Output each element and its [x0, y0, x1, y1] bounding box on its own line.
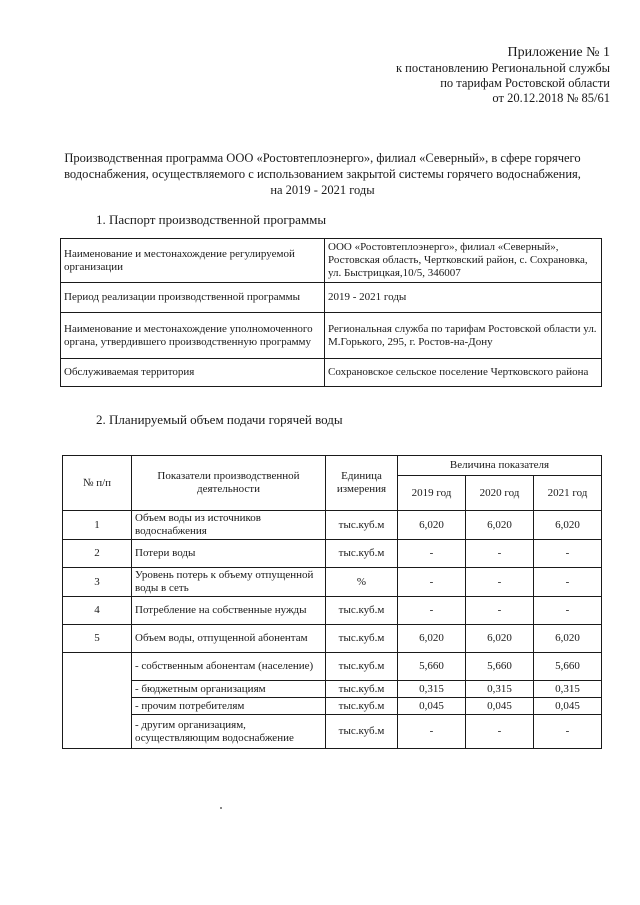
cell-unit: %: [326, 568, 398, 597]
col-header-unit: Единица измерения: [326, 456, 398, 511]
passport-label: Наименование и местонахождение регулируемой организации: [61, 239, 325, 283]
cell-value-2021: -: [534, 715, 602, 749]
cell-num: 1: [63, 511, 132, 540]
document-title: Производственная программа ООО «Ростовтеплоэнерго», филиал «Северный», в сфере горячего водоснабжения, осуществляемого с использованием закрытой системы горячего водоснабжения, на 2019 - 2021 годы: [64, 151, 581, 197]
cell-value-2019: -: [398, 568, 466, 597]
passport-value: Региональная служба по тарифам Ростовской области ул. М.Горького, 295, г. Ростов-на-Дону: [325, 313, 602, 359]
cell-value-2021: -: [534, 597, 602, 625]
cell-name: - собственным абонентам (население): [132, 653, 326, 681]
cell-unit: тыс.куб.м: [326, 681, 398, 698]
table-row: [63, 511, 602, 540]
cell-value-2020: 0,315: [466, 681, 534, 698]
cell-value-2019: -: [398, 597, 466, 625]
cell-name: Уровень потерь к объему отпущенной воды в сеть: [132, 568, 326, 597]
passport-label: Обслуживаемая территория: [61, 359, 325, 387]
cell-unit: тыс.куб.м: [326, 540, 398, 568]
cell-value-2019: 6,020: [398, 625, 466, 653]
cell-value-2021: 0,315: [534, 681, 602, 698]
cell-name: Объем воды, отпущенной абонентам: [132, 625, 326, 653]
table-header-row: [63, 456, 602, 476]
col-header-num: № п/п: [63, 456, 132, 511]
section-2-heading: 2. Планируемый объем подачи горячей воды: [96, 412, 343, 427]
cell-value-2021: -: [534, 540, 602, 568]
cell-num: [63, 653, 132, 749]
appendix-line-3: по тарифам Ростовской области: [440, 76, 610, 90]
cell-value-2021: 0,045: [534, 698, 602, 715]
passport-row: [61, 239, 602, 283]
passport-label: Наименование и местонахождение уполномоченного органа, утвердившего производственную программу: [61, 313, 325, 359]
cell-value-2019: -: [398, 715, 466, 749]
cell-value-2020: 6,020: [466, 511, 534, 540]
cell-unit: тыс.куб.м: [326, 597, 398, 625]
cell-unit: тыс.куб.м: [326, 511, 398, 540]
passport-table: [60, 238, 602, 387]
cell-value-2020: 6,020: [466, 625, 534, 653]
col-header-2019: 2019 год: [398, 476, 466, 511]
cell-name: Потери воды: [132, 540, 326, 568]
table-row: [63, 568, 602, 597]
cell-value-2020: -: [466, 568, 534, 597]
appendix-line-4: от 20.12.2018 № 85/61: [492, 91, 610, 105]
passport-label: Период реализации производственной программы: [61, 283, 325, 313]
cell-value-2021: -: [534, 568, 602, 597]
cell-unit: тыс.куб.м: [326, 715, 398, 749]
cell-value-2020: -: [466, 597, 534, 625]
cell-value-2021: 6,020: [534, 511, 602, 540]
cell-unit: тыс.куб.м: [326, 625, 398, 653]
table-row: [63, 540, 602, 568]
col-header-name: Показатели производственной деятельности: [132, 456, 326, 511]
cell-name: Объем воды из источников водоснабжения: [132, 511, 326, 540]
cell-value-2021: 5,660: [534, 653, 602, 681]
appendix-label: Приложение № 1: [507, 45, 610, 60]
cell-name: - прочим потребителям: [132, 698, 326, 715]
cell-value-2019: 6,020: [398, 511, 466, 540]
cell-num: 3: [63, 568, 132, 597]
col-header-group: Величина показателя: [398, 456, 602, 476]
table-row: [63, 625, 602, 653]
cell-value-2019: -: [398, 540, 466, 568]
col-header-2021: 2021 год: [534, 476, 602, 511]
passport-row: [61, 359, 602, 387]
appendix-header: [396, 44, 610, 106]
cell-name: - бюджетным организациям: [132, 681, 326, 698]
cell-value-2020: 0,045: [466, 698, 534, 715]
passport-value: ООО «Ростовтеплоэнерго», филиал «Северный», Ростовская область, Чертковский район, с. Сохрановка, ул. Быстрицкая,10/5, 346007: [325, 239, 602, 283]
volume-table: [62, 455, 602, 749]
cell-value-2019: 5,660: [398, 653, 466, 681]
appendix-line-2: к постановлению Региональной службы: [395, 61, 610, 75]
cell-value-2019: 0,315: [398, 681, 466, 698]
table-row: [63, 653, 602, 681]
passport-value: 2019 - 2021 годы: [325, 283, 602, 313]
cell-unit: тыс.куб.м: [326, 653, 398, 681]
col-header-2020: 2020 год: [466, 476, 534, 511]
cell-num: 4: [63, 597, 132, 625]
cell-name: Потребление на собственные нужды: [132, 597, 326, 625]
cell-value-2019: 0,045: [398, 698, 466, 715]
cell-value-2020: -: [466, 715, 534, 749]
passport-value: Сохрановское сельское поселение Чертковского района: [325, 359, 602, 387]
cell-name: - другим организациям, осуществляющим водоснабжение: [132, 715, 326, 749]
table-row: [63, 715, 602, 749]
cell-value-2021: 6,020: [534, 625, 602, 653]
scan-speck: [220, 807, 222, 809]
table-row: [63, 681, 602, 698]
cell-unit: тыс.куб.м: [326, 698, 398, 715]
cell-value-2020: -: [466, 540, 534, 568]
passport-row: [61, 313, 602, 359]
passport-row: [61, 283, 602, 313]
table-row: [63, 698, 602, 715]
table-row: [63, 597, 602, 625]
cell-value-2020: 5,660: [466, 653, 534, 681]
cell-num: 2: [63, 540, 132, 568]
cell-num: 5: [63, 625, 132, 653]
section-1-heading: 1. Паспорт производственной программы: [96, 212, 327, 227]
